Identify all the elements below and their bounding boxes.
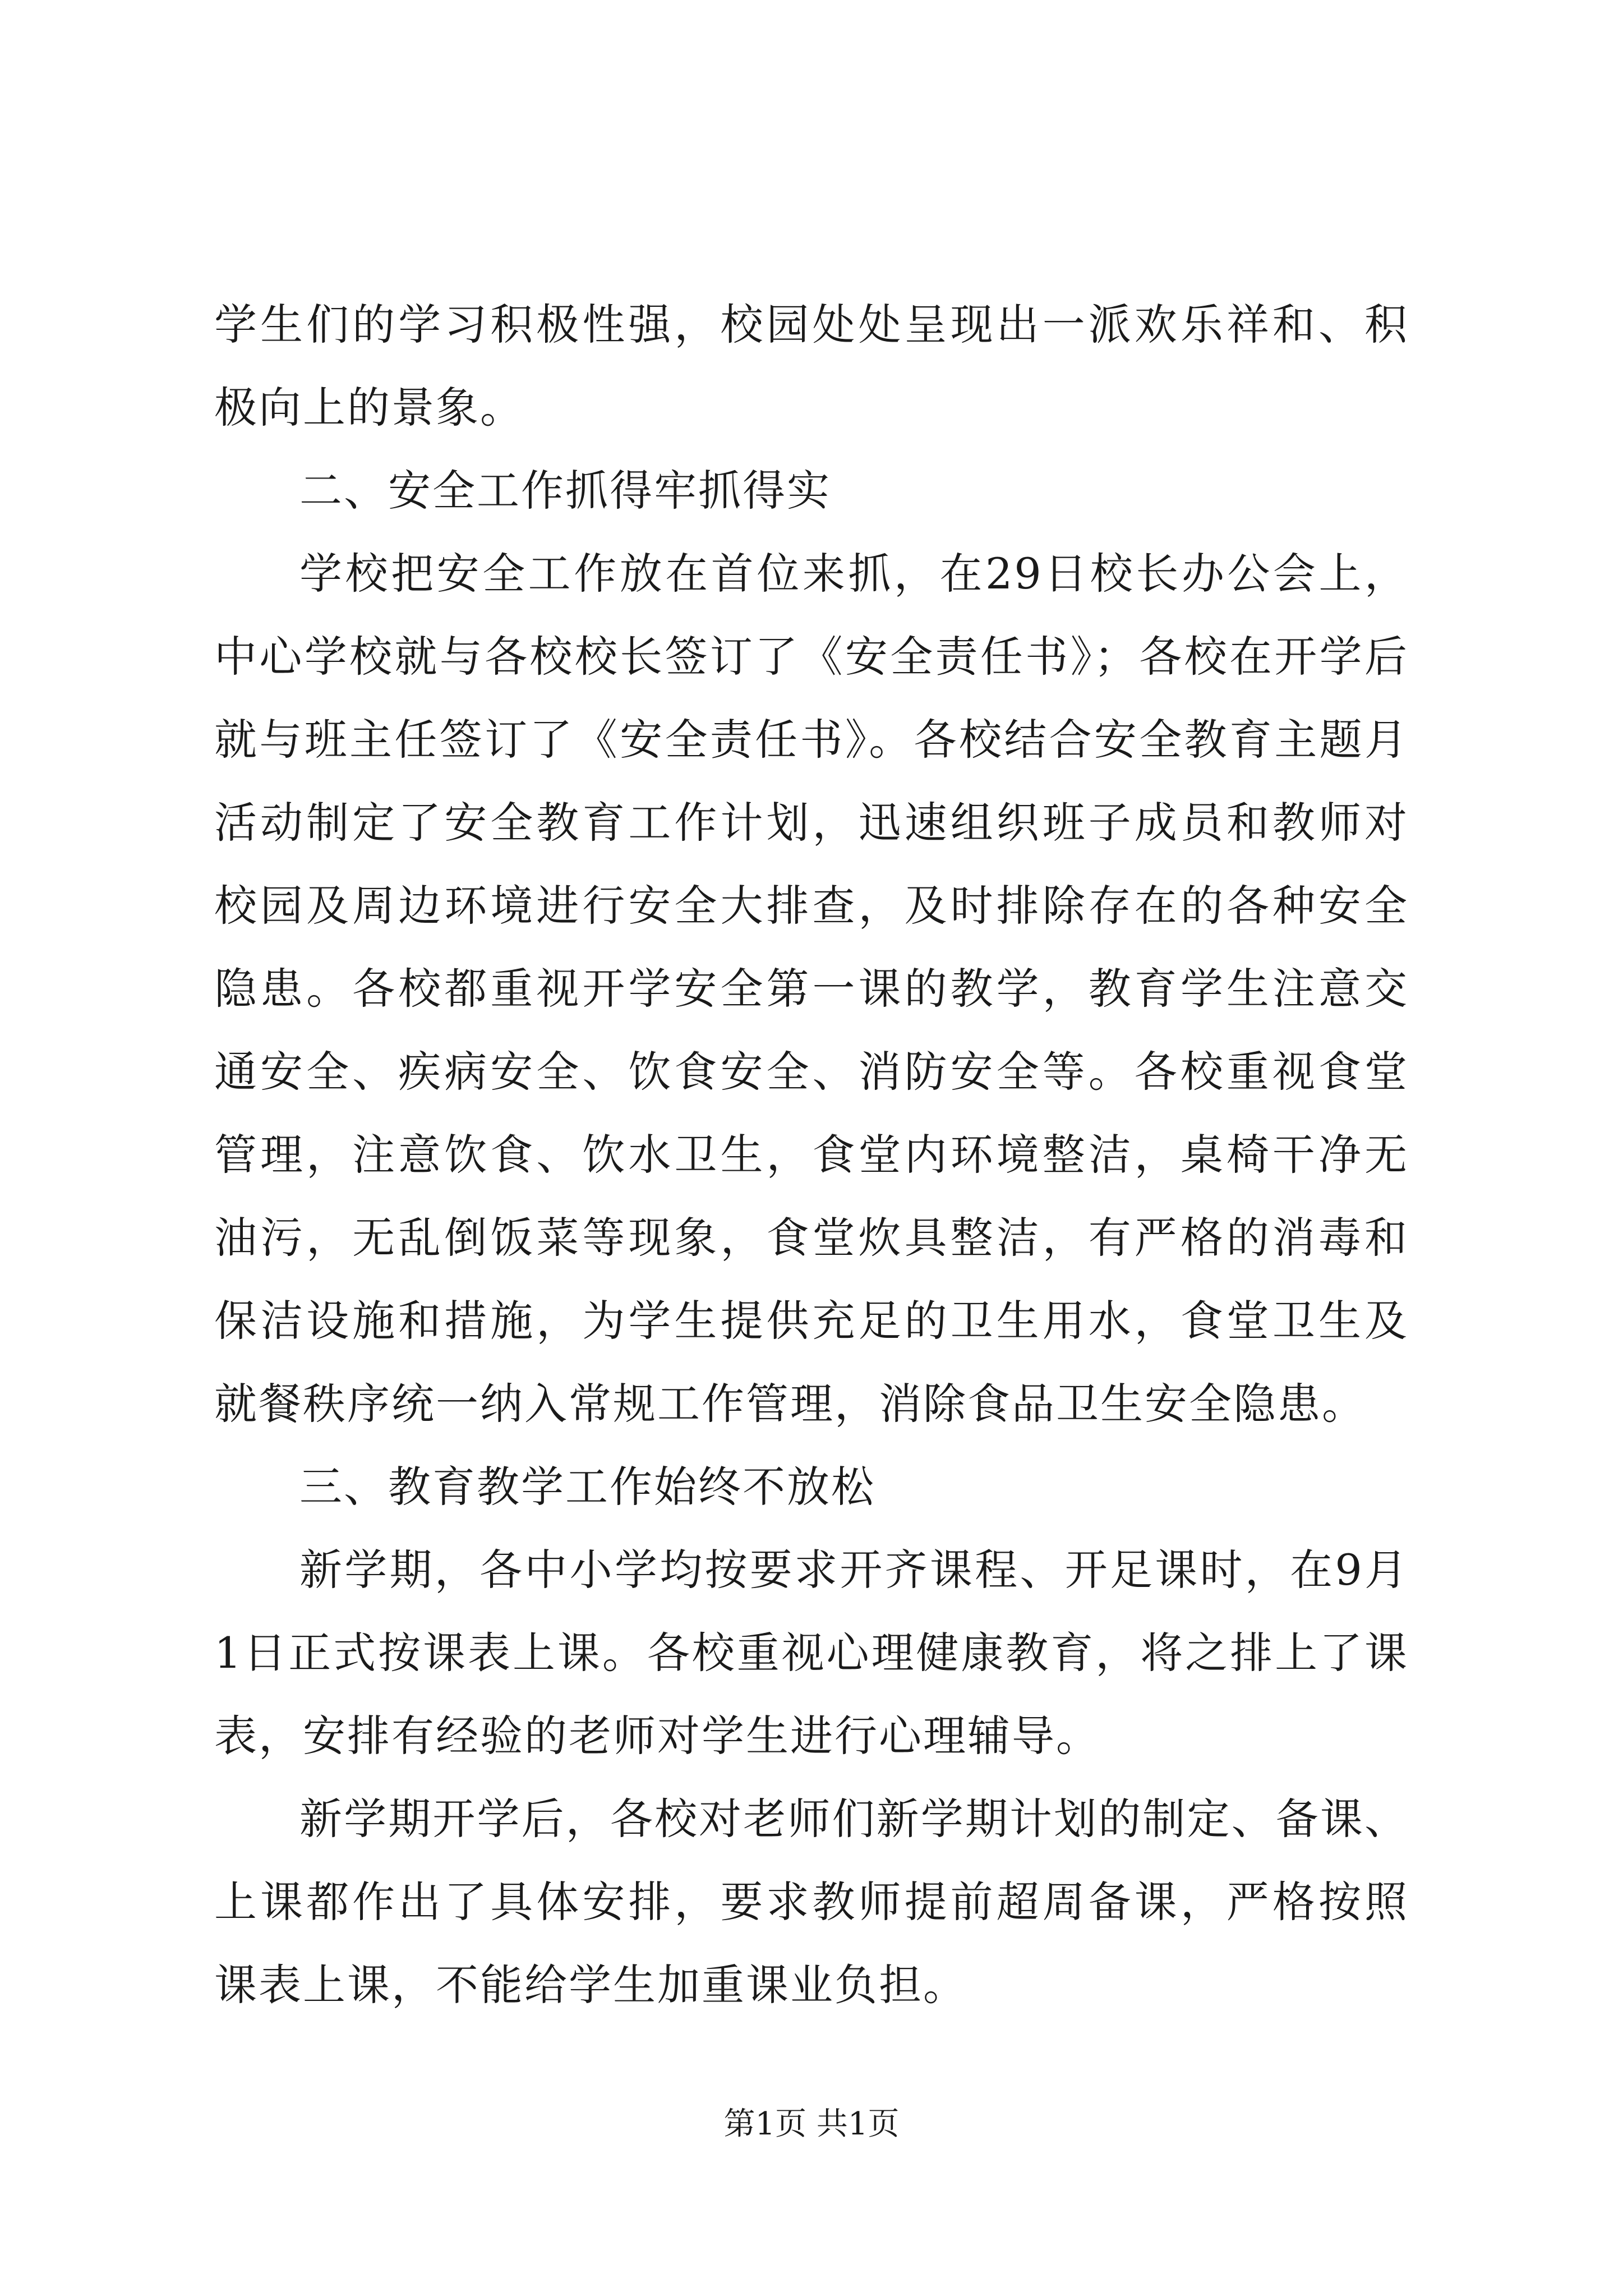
page-number-footer: 第1页 共1页 — [723, 2106, 900, 2142]
paragraph-lesson-planning: 新学期开学后，各校对老师们新学期计划的制定、备课、上课都作出了具体安排，要求教师提前超周备课，严格按照课表上课，不能给学生加重课业负担。 — [214, 1794, 1409, 2010]
section-heading-safety: 二、安全工作抓得牢抓得实 — [299, 466, 831, 516]
paragraph-curriculum: 新学期，各中小学均按要求开齐课程、开足课时，在9月1日正式按课表上课。各校重视心理健康教育，将之排上了课表，安排有经验的老师对学生进行心理辅导。 — [214, 1545, 1409, 1761]
section-heading-teaching: 三、教育教学工作始终不放松 — [299, 1462, 875, 1512]
paragraph-continuation: 学生们的学习积极性强，校园处处呈现出一派欢乐祥和、积极向上的景象。 — [214, 300, 1409, 432]
paragraph-safety: 学校把安全工作放在首位来抓，在29日校长办公会上，中心学校就与各校校长签订了《安全责任书》；各校在开学后就与班主任签订了《安全责任书》。各校结合安全教育主题月活动制定了安全教育工作计划，迅速组织班子成员和教师对校园及周边环境进行安全大排查，及时排除存在的各种安全隐患。各校都重视开学安全第一课的教学，教育学生注意交通安全、疾病安全、饮食安全、消防安全等。各校重视食堂管理，注意饮食、饮水卫生，食堂内环境整洁，桌椅干净无油污，无乱倒饭菜等现象，食堂炊具整洁，有严格的消毒和保洁设施和措施，为学生提供充足的卫生用水，食堂卫生及就餐秩序统一纳入常规工作管理，消除食品卫生安全隐患。 — [214, 549, 1409, 1429]
document-body — [214, 283, 1409, 2027]
